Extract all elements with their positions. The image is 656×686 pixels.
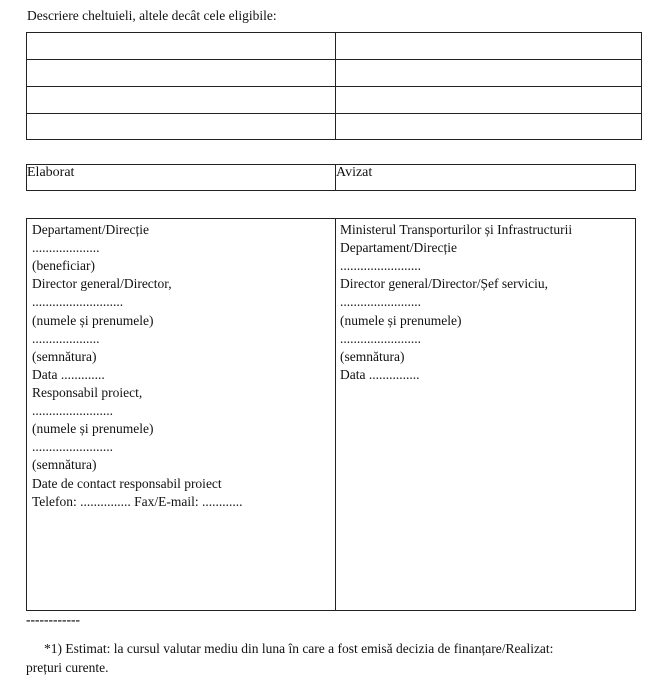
project-manager-signature-blank: ........................ xyxy=(32,439,113,454)
department-blank: .................... xyxy=(32,240,100,255)
director-signature-blank: .................... xyxy=(32,331,100,346)
expenses-table xyxy=(26,32,642,140)
ministry-name: Ministerul Transporturilor și Infrastructurii xyxy=(340,222,573,237)
project-manager-signature-label: (semnătura) xyxy=(32,457,97,472)
ministry-department-blank: ........................ xyxy=(340,258,421,273)
ministry-date-label: Data ............... xyxy=(340,367,420,382)
project-manager-label: Responsabil proiect, xyxy=(32,385,143,400)
beneficiary-label: (beneficiar) xyxy=(32,258,95,273)
director-blank: ........................... xyxy=(32,294,124,309)
project-manager-name-label: (numele și prenumele) xyxy=(32,421,154,436)
project-manager-blank: ........................ xyxy=(32,403,113,418)
ministry-department-label: Departament/Direcție xyxy=(340,240,457,255)
elaborat-label: Elaborat xyxy=(27,165,336,191)
director-name-label: (numele și prenumele) xyxy=(32,313,154,328)
table-row xyxy=(27,114,642,140)
contact-label: Date de contact responsabil proiect xyxy=(32,476,222,491)
ministry-signature-label: (semnătura) xyxy=(340,349,405,364)
ministry-director-label: Director general/Director/Șef serviciu, xyxy=(340,276,549,291)
ministry-director-name-label: (numele și prenumele) xyxy=(340,313,462,328)
footnote-text: *1) Estimat: la cursul valutar mediu din luna în care a fost emisă decizia de finanțare/Realizat: xyxy=(44,641,554,656)
footnote-text-continuation: prețuri curente. xyxy=(26,660,109,675)
signature-header-table xyxy=(26,164,636,191)
table-row xyxy=(27,60,642,87)
table-row xyxy=(27,87,642,114)
ministry-signature-blank: ........................ xyxy=(340,331,421,346)
department-label: Departament/Direcție xyxy=(32,222,149,237)
date-label: Data ............. xyxy=(32,367,105,382)
avizat-label: Avizat xyxy=(336,165,636,191)
director-signature-label: (semnătura) xyxy=(32,349,97,364)
footnote-separator: ------------ xyxy=(26,612,80,627)
director-label: Director general/Director, xyxy=(32,276,172,291)
table-row xyxy=(27,33,642,60)
section-heading: Descriere cheltuieli, altele decât cele eligibile: xyxy=(27,8,277,23)
ministry-director-blank: ........................ xyxy=(340,294,421,309)
contact-phone-fax: Telefon: ............... Fax/E-mail: ............ xyxy=(32,494,243,509)
